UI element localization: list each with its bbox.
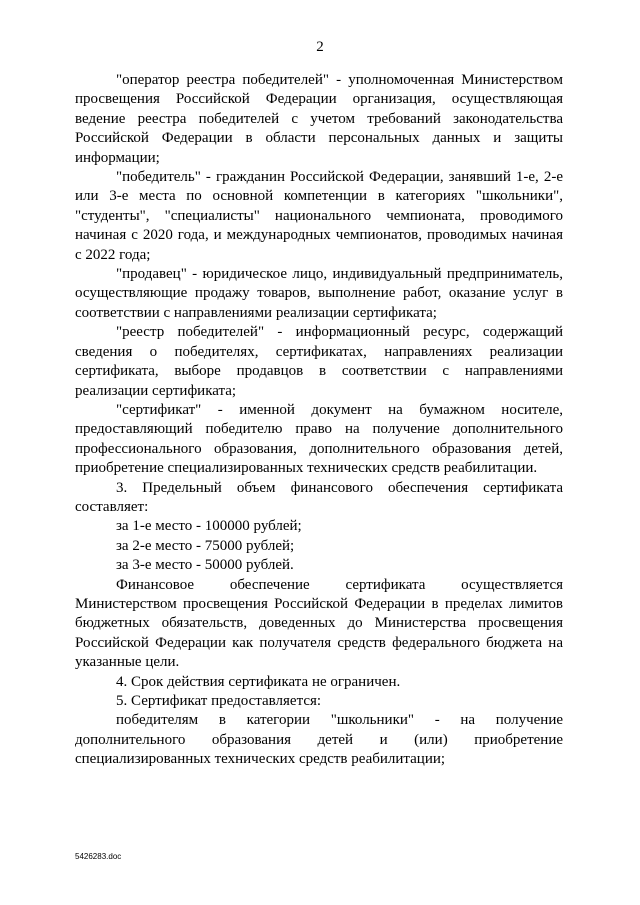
amount-third-place: за 3-е место - 50000 рублей. — [116, 557, 294, 574]
definition-winner: "победитель" - гражданин Российской Федерации, занявший 1-е, 2-е или 3-е места по основной компетенции в категориях "школьники", "студенты", "специалисты" национального чемпионата, проводимого начиная с 2020 года, и международных чемпионатов, проводимых начиная с 2022 года; — [75, 169, 563, 263]
definition-seller: "продавец" - юридическое лицо, индивидуальный предприниматель, осуществляющие продажу товаров, выполнение работ, оказание услуг в соответствии с направлениями реализации сертификата; — [75, 266, 563, 321]
page-number: 2 — [316, 39, 324, 55]
financing-paragraph: Финансовое обеспечение сертификата осуществляется Министерством просвещения Российской Федерации в пределах лимитов бюджетных обязательств, доведенных до Министерства просвещения Российской Федерации как получателя средств федерального бюджета на указанные цели. — [75, 576, 563, 671]
clause-4-validity: 4. Срок действия сертификата не ограничен. — [116, 673, 401, 690]
clause-3-max-amount: 3. Предельный объем финансового обеспечения сертификата составляет: — [75, 479, 563, 515]
amount-first-place: за 1-е место - 100000 рублей; — [116, 518, 302, 535]
document-file-name: 5426283.doc — [75, 852, 122, 861]
definition-registry-operator: "оператор реестра победителей" - уполномоченная Министерством просвещения Российской Федерации организация, осуществляющая ведение реестра победителей с учетом требований законодательства Российской Федерации в области персональных данных и защиты информации; — [75, 72, 563, 166]
clause-5-provision: 5. Сертификат предоставляется: — [116, 693, 322, 709]
definition-winners-registry: "реестр победителей" - информационный ресурс, содержащий сведения о победителях, сертификатах, направлениях реализации сертификата, выборе продавцов в соответствии с направлениями реализации сертификата; — [75, 324, 563, 399]
definition-certificate: "сертификат" - именной документ на бумажном носителе, предоставляющий победителю право на получение дополнительного профессионального образования, дополнительного образования детей, приобретение специализированных технических средств реабилитации. — [75, 401, 563, 477]
provision-schoolchildren: победителям в категории "школьники" - на получение дополнительного образования детей и (или) приобретение специализированных технических средств реабилитации; — [75, 712, 563, 768]
amount-second-place: за 2-е место - 75000 рублей; — [116, 537, 295, 554]
document-body — [75, 71, 563, 770]
